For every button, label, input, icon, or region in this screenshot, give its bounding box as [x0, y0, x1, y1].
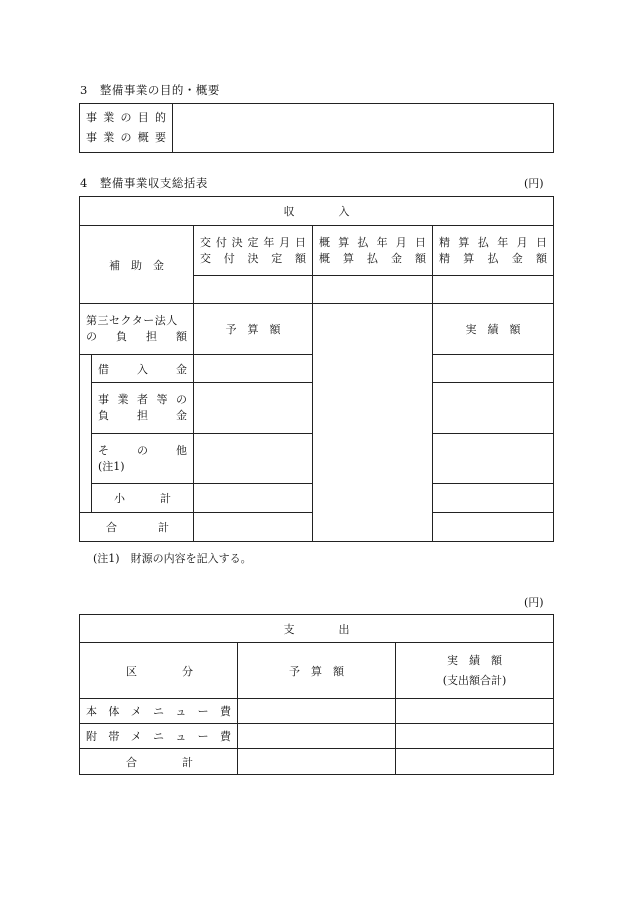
label-char: 定 — [247, 235, 259, 249]
label-char: の — [120, 111, 132, 124]
label-char: 小 — [114, 492, 125, 505]
label-char: 払 — [487, 251, 499, 265]
ancillary-menu-cost-actual[interactable] — [396, 724, 554, 749]
main-menu-cost-text — [80, 703, 237, 719]
label-char: の — [86, 330, 97, 343]
operator-burden-budget[interactable] — [194, 383, 313, 434]
label-char: 体 — [108, 705, 120, 718]
subtotal-actual[interactable] — [433, 484, 554, 513]
label-char: 算 — [463, 251, 475, 265]
label-char: 計 — [160, 492, 171, 505]
operator-burden-line1 — [98, 392, 187, 408]
expense-title: 支 出 — [80, 615, 554, 643]
label-char: 金 — [176, 362, 187, 376]
label-char: ュ — [175, 705, 187, 718]
label-char: 合 — [126, 755, 137, 769]
label-char: 業 — [103, 111, 115, 124]
footnote: (注1) 財源の内容を記入する。 — [93, 552, 252, 565]
label-char: 的 — [155, 111, 166, 124]
ancillary-menu-cost-budget[interactable] — [238, 724, 396, 749]
label-char: 付 — [223, 251, 235, 265]
label-char: 概 — [137, 131, 149, 144]
indent-spacer — [80, 355, 92, 513]
income-title: 収 入 — [80, 197, 554, 226]
label-char: 定 — [271, 251, 283, 265]
grant-decision-amount-label — [200, 251, 306, 267]
label-char: ュ — [175, 730, 187, 743]
label-char: 他 — [176, 443, 187, 457]
label-char: 交 — [200, 251, 211, 265]
label-char: 附 — [86, 730, 97, 743]
label-char: 額 — [415, 251, 426, 265]
category-header — [80, 643, 238, 699]
label-char: 日 — [536, 235, 548, 249]
label-char: 月 — [279, 235, 291, 249]
purpose-label-line1 — [86, 110, 166, 126]
label-char: 決 — [231, 235, 243, 249]
advance-payment-date-label — [319, 235, 426, 251]
expense-budget-header: 予 算 額 — [238, 643, 396, 699]
label-char: メ — [130, 730, 142, 743]
expense-total-text — [80, 754, 237, 770]
label-char: 年 — [376, 235, 388, 249]
label-char: ー — [197, 705, 209, 718]
label-char: 付 — [215, 235, 227, 249]
income-total-actual[interactable] — [433, 513, 554, 542]
subsidy-label: 補 助 金 — [80, 226, 194, 304]
borrowing-text — [92, 361, 193, 377]
label-char: 者 — [137, 393, 148, 406]
label-char: 払 — [477, 235, 489, 249]
grant-decision-date-label — [200, 235, 306, 251]
other-label — [92, 434, 194, 484]
label-char: 本 — [86, 705, 97, 718]
income-total-text — [80, 519, 193, 535]
expense-actual-header — [396, 643, 554, 699]
label-char: 概 — [319, 235, 330, 249]
label-char: ー — [197, 730, 209, 743]
subsidy-col2-header — [313, 226, 433, 276]
actual-label: 実 績 額 — [433, 304, 554, 355]
label-char: 担 — [146, 330, 157, 343]
label-char: 算 — [338, 235, 350, 249]
label-char: 額 — [176, 330, 187, 343]
final-payment-amount-label — [439, 251, 547, 267]
label-char: そ — [98, 443, 109, 457]
purpose-table — [79, 103, 554, 153]
third-sector-label-line1: 第三セクター法人 — [86, 314, 178, 327]
label-char: 決 — [247, 251, 259, 265]
label-char: 等 — [156, 393, 168, 406]
label-char: メ — [130, 705, 142, 718]
label-char: 負 — [98, 409, 109, 422]
label-char: 費 — [219, 705, 231, 718]
label-char: 金 — [391, 251, 402, 265]
category-header-text — [80, 663, 237, 679]
subtotal-label — [92, 484, 194, 513]
label-char: 業 — [117, 393, 129, 406]
label-char: 算 — [343, 251, 354, 265]
label-char: 精 — [439, 251, 450, 265]
third-sector-label — [80, 304, 194, 355]
purpose-value-cell[interactable] — [173, 104, 554, 153]
label-char: の — [137, 443, 148, 457]
operator-burden-actual[interactable] — [433, 383, 554, 434]
label-char: 分 — [182, 664, 193, 678]
operator-burden-label — [92, 383, 194, 434]
final-payment-date-label — [439, 235, 547, 251]
label-char: 事 — [86, 111, 97, 124]
label-char: 月 — [395, 235, 407, 249]
label-char: 年 — [263, 235, 275, 249]
income-unit: (円) — [524, 177, 544, 190]
main-menu-cost-budget[interactable] — [238, 699, 396, 724]
label-char: 額 — [295, 251, 306, 265]
label-char: 業 — [103, 131, 115, 144]
subsidy-col1-header — [194, 226, 313, 276]
income-total-budget[interactable] — [194, 513, 313, 542]
label-char: 算 — [458, 235, 470, 249]
label-char: 負 — [116, 330, 127, 343]
borrowing-label — [92, 355, 194, 383]
label-char: 計 — [158, 521, 169, 534]
other-line1 — [98, 443, 187, 459]
label-char: 事 — [86, 131, 97, 144]
expense-actual-line1: 実 績 額 — [447, 653, 502, 667]
income-table — [79, 196, 554, 542]
advance-payment-blank — [313, 304, 433, 542]
expense-total-actual[interactable] — [396, 749, 554, 775]
section3-heading: 3 整備事業の目的・概要 — [80, 83, 220, 97]
label-char: 金 — [511, 251, 523, 265]
label-char: 借 — [98, 362, 109, 376]
main-menu-cost-label — [80, 699, 238, 724]
label-char: 金 — [176, 409, 187, 422]
overview-label-line2 — [86, 130, 166, 146]
expense-table — [79, 614, 554, 775]
label-char: 目 — [137, 111, 149, 124]
other-note-ref: (注1) — [98, 459, 125, 473]
section4-heading: 4 整備事業収支総括表 — [80, 176, 208, 190]
income-total-label — [80, 513, 194, 542]
label-char: 日 — [294, 235, 306, 249]
label-char: 要 — [155, 131, 166, 144]
other-actual[interactable] — [433, 434, 554, 484]
expense-total-budget[interactable] — [238, 749, 396, 775]
subsidy-col3-header — [433, 226, 554, 276]
ancillary-menu-cost-label — [80, 724, 238, 749]
expense-unit: (円) — [524, 596, 544, 609]
label-char: 年 — [497, 235, 509, 249]
advance-payment-value[interactable] — [313, 276, 433, 304]
expense-actual-line2: (支出額合計) — [442, 673, 507, 687]
label-char: 入 — [137, 362, 148, 376]
label-char: 費 — [219, 730, 231, 743]
label-char: 帯 — [108, 730, 120, 743]
operator-burden-line2 — [98, 408, 187, 424]
third-sector-label-line2 — [86, 329, 187, 345]
ancillary-menu-cost-text — [80, 728, 237, 744]
label-char: 額 — [536, 251, 547, 265]
budget-label: 予 算 額 — [194, 304, 313, 355]
label-char: 交 — [200, 235, 211, 249]
label-char: 事 — [98, 393, 109, 406]
expense-total-label — [80, 749, 238, 775]
other-budget[interactable] — [194, 434, 313, 484]
label-char: 担 — [137, 409, 148, 422]
borrowing-actual[interactable] — [433, 355, 554, 383]
label-char: 概 — [319, 251, 330, 265]
label-char: 合 — [106, 521, 117, 534]
label-char: 精 — [439, 235, 450, 249]
label-char: ニ — [152, 730, 164, 743]
grant-decision-value[interactable] — [194, 276, 313, 304]
label-char: の — [176, 393, 187, 406]
advance-payment-amount-label — [319, 251, 426, 267]
subtotal-budget[interactable] — [194, 484, 313, 513]
label-char: 払 — [367, 251, 378, 265]
purpose-label-cell — [80, 104, 173, 153]
borrowing-budget[interactable] — [194, 355, 313, 383]
subtotal-text — [92, 490, 193, 506]
main-menu-cost-actual[interactable] — [396, 699, 554, 724]
label-char: 計 — [182, 755, 193, 769]
label-char: 払 — [357, 235, 369, 249]
final-payment-value[interactable] — [433, 276, 554, 304]
label-char: 日 — [414, 235, 426, 249]
label-char: 区 — [126, 664, 137, 678]
label-char: 月 — [516, 235, 528, 249]
label-char: ニ — [152, 705, 164, 718]
label-char: の — [120, 131, 132, 144]
